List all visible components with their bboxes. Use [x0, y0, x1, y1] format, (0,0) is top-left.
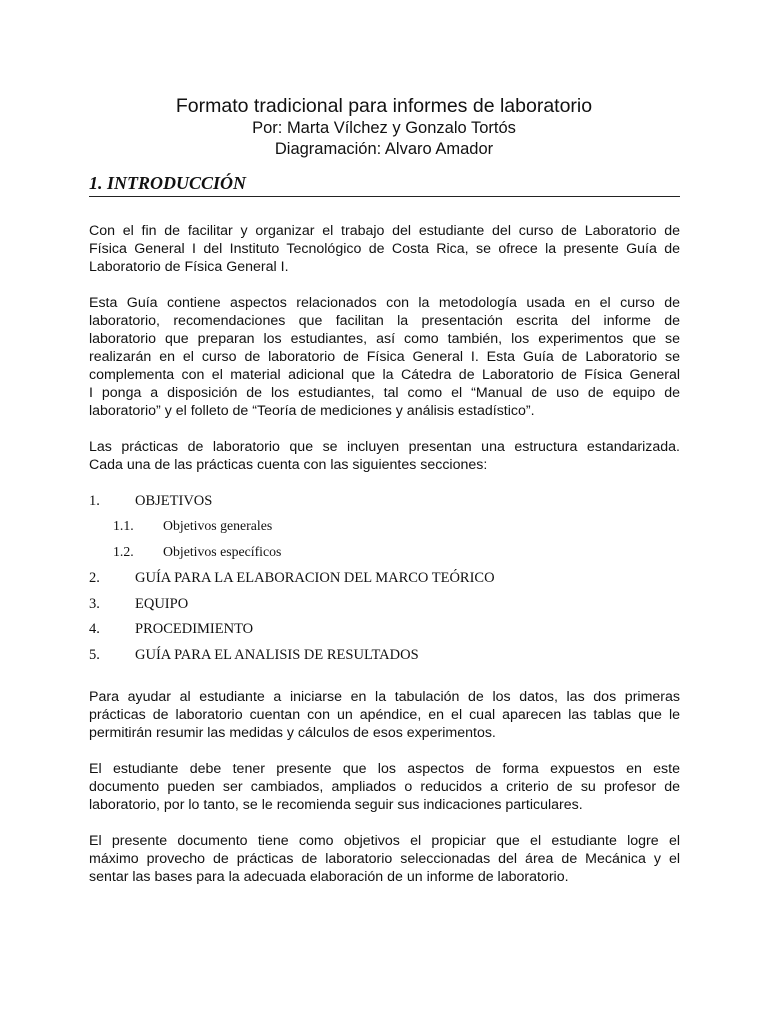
paragraph-line: Esta Guía contiene aspectos relacionados con la metodología usada en el curso de	[89, 295, 680, 311]
paragraph-line: Física General I del Instituto Tecnológico de Costa Rica, se ofrece la presente Guía de	[89, 241, 680, 257]
paragraph	[89, 294, 680, 420]
paragraph-line: prácticas de laboratorio cuentan con un apéndice, en el cual aparecen las tablas que le	[89, 707, 680, 723]
authors-line: Por: Marta Vílchez y Gonzalo Tortós	[252, 119, 516, 137]
paragraph-line: máximo provecho de prácticas de laboratorio seleccionadas del área de Mecánica y el	[89, 851, 680, 867]
list-item-text: Objetivos específicos	[163, 544, 282, 559]
list-item-text: PROCEDIMIENTO	[135, 621, 254, 637]
list-item-number: 1.2.	[113, 544, 134, 559]
list-item-number: 1.1.	[113, 518, 134, 533]
list-item-text: Objetivos generales	[163, 518, 273, 533]
paragraph-line: El presente documento tiene como objetivos el propiciar que el estudiante logre el	[89, 833, 680, 849]
paragraph-line: laboratorio, recomendaciones que facilitan la presentación escrita del informe de	[89, 313, 680, 329]
section-heading: 1. INTRODUCCIÓN	[89, 172, 680, 197]
list-item-number: 3.	[89, 596, 100, 612]
list-item-number: 2.	[89, 570, 100, 586]
paragraph-line: Cada una de las prácticas cuenta con las siguientes secciones:	[89, 457, 488, 473]
paragraph-line: Laboratorio de Física General I.	[89, 259, 289, 275]
paragraph-line: Para ayudar al estudiante a iniciarse en la tabulación de los datos, las dos primeras	[89, 689, 680, 705]
paragraph-line: laboratorio que preparan los estudiantes, así como también, los experimentos que se	[89, 331, 680, 347]
paragraph	[89, 438, 680, 474]
paragraph-line: realizarán en el curso de laboratorio de Física General I. Esta Guía de Laboratorio se	[89, 349, 680, 365]
paragraph-line: laboratorio” y el folleto de “Teoría de mediciones y análisis estadístico”.	[89, 403, 535, 419]
document-title: Formato tradicional para informes de laboratorio	[175, 95, 593, 117]
list-item-text: OBJETIVOS	[135, 493, 213, 509]
paragraph-line: permitirán resumir las medidas y cálculos de esos experimentos.	[89, 725, 496, 741]
paragraph-line: El estudiante debe tener presente que los aspectos de forma expuestos en este	[89, 761, 680, 777]
paragraph-line: documento pueden ser cambiados, ampliados o reducidos a criterio de su profesor de	[89, 779, 680, 795]
paragraph-line: laboratorio, por lo tanto, se le recomienda seguir sus indicaciones particulares.	[89, 797, 583, 813]
list-item-text: GUÍA PARA EL ANALISIS DE RESULTADOS	[135, 647, 419, 663]
paragraph	[89, 222, 680, 276]
paragraph-line: I ponga a disposición de los estudiantes, tal como el “Manual de uso de equipo de	[89, 385, 680, 401]
list-item-text: GUÍA PARA LA ELABORACION DEL MARCO TEÓRICO	[135, 570, 495, 586]
paragraph	[89, 832, 680, 886]
paragraph-line: sentar las bases para la adecuada elaboración de un informe de laboratorio.	[89, 869, 569, 885]
paragraph	[89, 760, 680, 814]
paragraph-line: complementa con el material adicional que la Cátedra de Laboratorio de Física General	[89, 367, 680, 383]
list-item-text: EQUIPO	[135, 596, 189, 612]
list-item-number: 5.	[89, 647, 100, 663]
paragraph-line: Las prácticas de laboratorio que se incluyen presentan una estructura estandarizada.	[89, 439, 680, 455]
list-item-number: 1.	[89, 493, 100, 509]
paragraph	[89, 688, 680, 742]
title-block	[0, 94, 768, 160]
layout-credit-line: Diagramación: Alvaro Amador	[274, 140, 494, 158]
list-item-number: 4.	[89, 621, 100, 637]
paragraph-line: Con el fin de facilitar y organizar el trabajo del estudiante del curso de Laboratorio de	[89, 223, 680, 239]
